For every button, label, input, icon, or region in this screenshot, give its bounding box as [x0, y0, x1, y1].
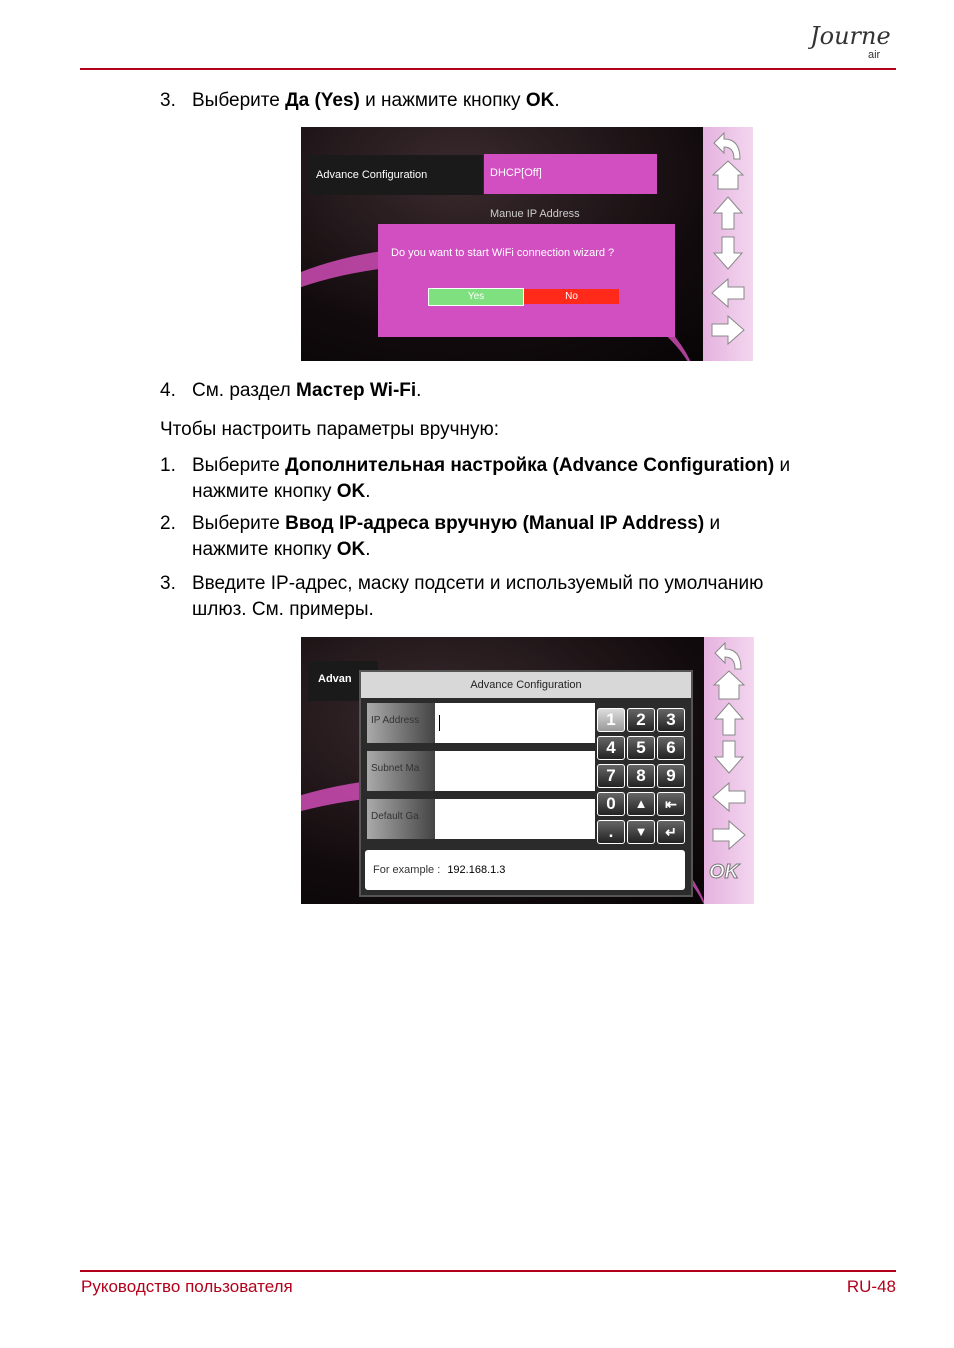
dialog-title: Advance Configuration — [361, 672, 691, 698]
home-icon[interactable] — [710, 157, 746, 193]
dhcp-label: DHCP[Off] — [490, 167, 542, 179]
step3-text: Выберите Да (Yes) и нажмите кнопку OK. — [192, 90, 560, 111]
footer-rule — [80, 1270, 896, 1272]
down-arrow-icon[interactable] — [710, 235, 746, 271]
no-button[interactable]: No — [524, 289, 619, 304]
key-3[interactable]: 3 — [657, 708, 685, 732]
manual-step3-line2: шлюз. См. примеры. — [192, 599, 374, 620]
right-arrow-icon[interactable] — [711, 817, 747, 853]
footer-title: Руководство пользователя — [81, 1277, 293, 1296]
up-arrow-icon[interactable] — [711, 701, 747, 737]
default-gateway-input[interactable] — [435, 799, 595, 839]
text-cursor — [439, 715, 440, 731]
wizard-dialog — [378, 224, 675, 337]
step-number: 2. — [160, 513, 176, 534]
default-gateway-label: Default Ga — [367, 799, 435, 839]
step-number: 1. — [160, 455, 176, 476]
example-box — [365, 850, 685, 890]
manual-ip-label: Manue IP Address — [490, 208, 580, 220]
step-number: 3. — [160, 90, 176, 111]
manual-intro: Чтобы настроить параметры вручную: — [160, 419, 499, 440]
example-label: For example : — [373, 864, 441, 876]
nav-panel — [703, 127, 753, 361]
key-7[interactable]: 7 — [597, 764, 625, 788]
key-enter[interactable]: ↵ — [657, 820, 685, 844]
key-8[interactable]: 8 — [627, 764, 655, 788]
header-rule — [80, 68, 896, 70]
manual-step2-line1: Выберите Ввод IP-адреса вручную (Manual IP Address) и — [192, 513, 721, 534]
ip-address-input[interactable] — [435, 703, 595, 743]
example-value: 192.168.1.3 — [447, 864, 506, 876]
key-6[interactable]: 6 — [657, 736, 685, 760]
yes-button[interactable]: Yes — [428, 288, 524, 306]
ip-address-label: IP Address — [367, 703, 435, 743]
wifi-wizard-screenshot — [301, 127, 753, 361]
left-arrow-icon[interactable] — [710, 275, 746, 311]
right-arrow-icon[interactable] — [710, 312, 746, 348]
key-dot[interactable]: . — [597, 820, 625, 844]
step-number: 3. — [160, 573, 176, 594]
key-2[interactable]: 2 — [627, 708, 655, 732]
logo-text: Journe — [810, 22, 891, 50]
subnet-mask-input[interactable] — [435, 751, 595, 791]
key-5[interactable]: 5 — [627, 736, 655, 760]
manual-ip-screenshot — [301, 637, 754, 904]
manual-step1-line1: Выберите Дополнительная настройка (Advance Configuration) и — [192, 455, 791, 476]
down-arrow-icon[interactable] — [711, 739, 747, 775]
journe-air-logo — [808, 14, 898, 64]
key-4[interactable]: 4 — [597, 736, 625, 760]
left-arrow-icon[interactable] — [711, 779, 747, 815]
manual-step1-line2: нажмите кнопку OK. — [192, 481, 371, 502]
manual-step2-line2: нажмите кнопку OK. — [192, 539, 371, 560]
home-icon[interactable] — [711, 667, 747, 703]
manual-step3-line1: Введите IP-адрес, маску подсети и используемый по умолчанию — [192, 573, 764, 594]
advance-configuration-dialog — [359, 670, 693, 897]
key-0[interactable]: 0 — [597, 792, 625, 816]
key-1[interactable]: 1 — [597, 708, 625, 732]
key-backspace[interactable]: ⇤ — [657, 792, 685, 816]
subnet-mask-label: Subnet Ma — [367, 751, 435, 791]
advance-configuration-label: Advance Configuration — [316, 169, 428, 181]
key-up[interactable]: ▲ — [627, 792, 655, 816]
step4-text: См. раздел Мастер Wi-Fi. — [192, 380, 422, 401]
background-label: Advan — [318, 673, 352, 685]
logo-sub-text: air — [868, 49, 881, 61]
up-arrow-icon[interactable] — [710, 195, 746, 231]
nav-panel — [704, 637, 754, 904]
step-number: 4. — [160, 380, 176, 401]
key-down[interactable]: ▼ — [627, 820, 655, 844]
page-number: RU-48 — [846, 1277, 896, 1296]
key-9[interactable]: 9 — [657, 764, 685, 788]
wizard-question: Do you want to start WiFi connection wizard ? — [391, 247, 615, 259]
ok-button[interactable]: OK — [709, 861, 739, 883]
